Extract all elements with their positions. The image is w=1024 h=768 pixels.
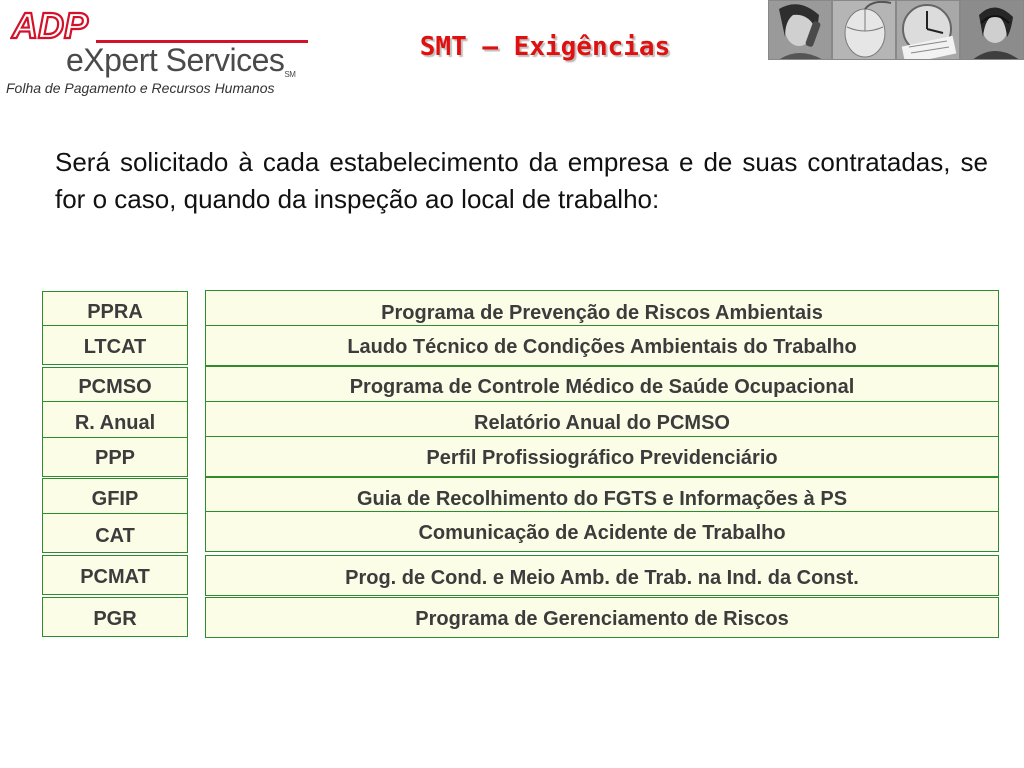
requirement-abbr-pcmso: PCMSO — [42, 367, 188, 407]
requirement-abbr-ltcat: LTCAT — [42, 325, 188, 365]
intro-paragraph: Será solicitado à cada estabelecimento da empresa e de suas contratadas, se for o caso, quando da inspeção ao local de trabalho: — [55, 147, 988, 214]
adp-logo — [4, 2, 324, 102]
logo-trademark: SM — [284, 70, 296, 79]
requirement-abbr-r-anual: R. Anual — [42, 401, 188, 441]
requirement-abbr-ppra: PPRA — [42, 291, 188, 331]
computer-mouse-photo — [832, 0, 896, 60]
requirement-desc-cat: Comunicação de Acidente de Trabalho — [205, 511, 999, 552]
requirement-abbr-cat: CAT — [42, 513, 188, 553]
logo-product-name: eXpert ServicesSM — [66, 42, 296, 79]
requirement-abbr-ppp: PPP — [42, 437, 188, 477]
adp-logo-icon — [10, 4, 90, 46]
requirement-desc-r-anual: Relatório Anual do PCMSO — [205, 401, 999, 442]
requirement-desc-pcmat: Prog. de Cond. e Meio Amb. de Trab. na Ind. da Const. — [205, 555, 999, 596]
requirement-desc-ppra: Programa de Prevenção de Riscos Ambientais — [205, 290, 999, 331]
requirement-abbr-gfip: GFIP — [42, 478, 188, 518]
requirement-abbr-pcmat: PCMAT — [42, 555, 188, 595]
requirement-desc-pcmso: Programa de Controle Médico de Saúde Ocupacional — [205, 366, 999, 407]
woman-on-phone-photo — [768, 0, 832, 60]
logo-tagline: Folha de Pagamento e Recursos Humanos — [6, 80, 275, 96]
header-photo-strip — [768, 0, 1024, 60]
requirement-desc-ltcat: Laudo Técnico de Condições Ambientais do Trabalho — [205, 325, 999, 366]
slide-title: SMT – Exigências — [419, 32, 671, 62]
woman-headset-photo — [960, 0, 1024, 60]
requirement-abbr-pgr: PGR — [42, 597, 188, 637]
requirement-desc-gfip: Guia de Recolhimento do FGTS e Informações à PS — [205, 477, 999, 518]
adp-wordmark: ADP — [12, 5, 89, 46]
requirement-desc-ppp: Perfil Profissiográfico Previdenciário — [205, 436, 999, 477]
requirement-desc-pgr: Programa de Gerenciamento de Riscos — [205, 597, 999, 638]
clock-documents-photo — [896, 0, 960, 60]
